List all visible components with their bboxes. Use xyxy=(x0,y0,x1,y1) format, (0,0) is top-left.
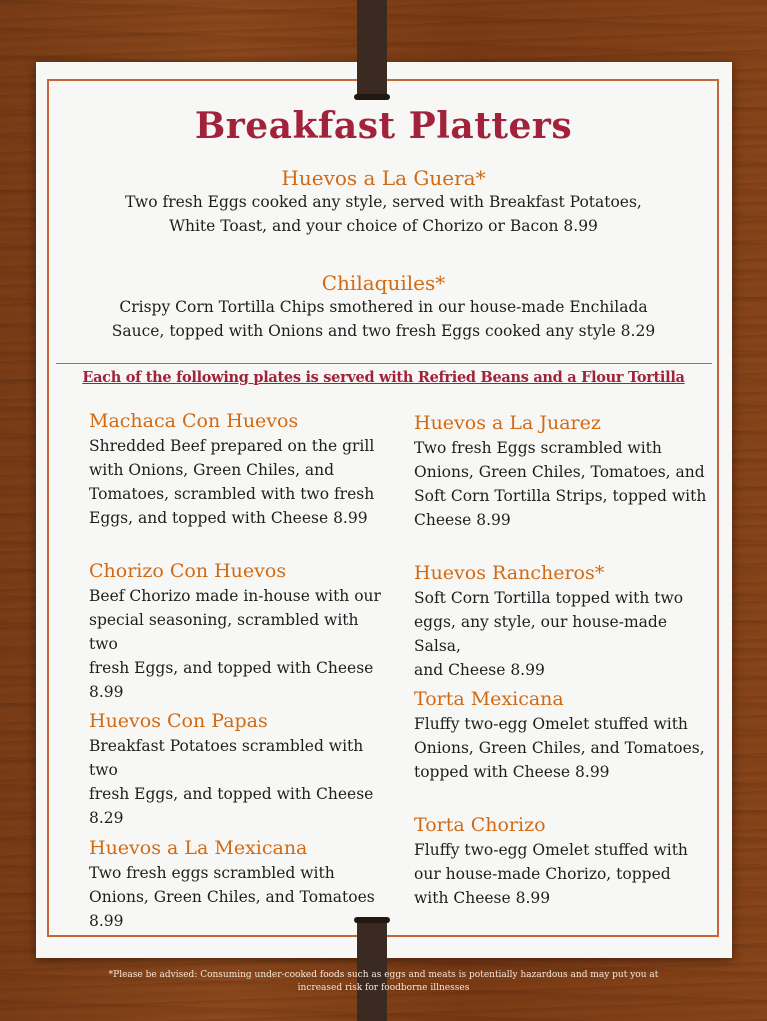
menu-item-huevos-a-la-mexicana xyxy=(89,837,375,933)
desc-line: White Toast, and your choice of Chorizo or Bacon 8.99 xyxy=(169,217,598,235)
desc-line: Two fresh Eggs cooked any style, served with Breakfast Potatoes, xyxy=(125,193,642,211)
food-safety-disclaimer xyxy=(100,969,667,995)
item-description xyxy=(414,586,714,682)
item-description xyxy=(414,838,688,910)
desc-line: fresh Eggs, and topped with Cheese xyxy=(89,659,374,677)
item-title: Huevos Rancheros* xyxy=(414,562,605,584)
desc-line: Onions, Green Chiles, and Tomatoes xyxy=(89,888,375,906)
featured-item-chilaquiles xyxy=(0,271,767,343)
disclaimer-line: increased risk for foodborne illnesses xyxy=(297,983,470,993)
desc-line: Onions, Green Chiles, Tomatoes, and xyxy=(414,463,705,481)
item-title: Huevos a La Guera* xyxy=(281,166,486,190)
desc-line: and Cheese 8.99 xyxy=(414,661,545,679)
desc-line: Onions, Green Chiles, and Tomatoes, xyxy=(414,739,705,757)
hanging-strap-top xyxy=(357,0,387,100)
item-description xyxy=(89,734,389,830)
disclaimer-line: *Please be advised: Consuming under-cooked foods such as eggs and meats is potentially hazardous and may put you at xyxy=(108,970,659,980)
item-description xyxy=(414,712,705,784)
desc-line: Crispy Corn Tortilla Chips smothered in our house-made Enchilada xyxy=(119,298,648,316)
menu-item-machaca-con-huevos xyxy=(89,410,374,530)
desc-line: topped with Cheese 8.99 xyxy=(414,763,610,781)
item-description xyxy=(89,861,375,933)
page-title: Breakfast Platters xyxy=(194,105,573,147)
desc-line: 8.99 xyxy=(89,912,124,930)
item-description xyxy=(89,434,374,530)
desc-line: 8.99 xyxy=(89,683,124,701)
desc-line: Two fresh Eggs scrambled with xyxy=(414,439,662,457)
plates-note: Each of the following plates is served with Refried Beans and a Flour Tortilla xyxy=(82,369,685,386)
desc-line: 8.29 xyxy=(89,809,124,827)
featured-item-huevos-a-la-guera xyxy=(0,166,767,238)
desc-line: Eggs, and topped with Cheese 8.99 xyxy=(89,509,368,527)
desc-line: fresh Eggs, and topped with Cheese xyxy=(89,785,374,803)
item-title: Torta Chorizo xyxy=(414,814,546,836)
item-description xyxy=(89,584,389,704)
desc-line: Soft Corn Tortilla topped with two xyxy=(414,589,684,607)
desc-line: Tomatoes, scrambled with two fresh xyxy=(89,485,375,503)
desc-line: with Cheese 8.99 xyxy=(414,889,551,907)
menu-item-torta-mexicana xyxy=(414,688,705,784)
desc-line: Fluffy two-egg Omelet stuffed with xyxy=(414,841,688,859)
desc-line: Fluffy two-egg Omelet stuffed with xyxy=(414,715,688,733)
desc-line: Shredded Beef prepared on the grill xyxy=(89,437,375,455)
menu-item-huevos-a-la-juarez xyxy=(414,412,706,532)
desc-line: Beef Chorizo made in-house with our xyxy=(89,587,381,605)
desc-line: Cheese 8.99 xyxy=(414,511,511,529)
item-description xyxy=(0,190,767,238)
desc-line: our house-made Chorizo, topped xyxy=(414,865,671,883)
item-title: Huevos Con Papas xyxy=(89,710,268,732)
menu-item-huevos-rancheros xyxy=(414,562,714,682)
item-title: Huevos a La Juarez xyxy=(414,412,601,434)
desc-line: eggs, any style, our house-made Salsa, xyxy=(414,613,668,655)
item-description xyxy=(0,295,767,343)
strap-rod xyxy=(354,94,390,100)
item-title: Huevos a La Mexicana xyxy=(89,837,308,859)
item-description xyxy=(414,436,706,532)
item-title: Chorizo Con Huevos xyxy=(89,560,287,582)
item-title: Chilaquiles* xyxy=(321,271,446,295)
menu-item-huevos-con-papas xyxy=(89,710,389,830)
item-title: Machaca Con Huevos xyxy=(89,410,299,432)
menu-item-chorizo-con-huevos xyxy=(89,560,389,704)
desc-line: with Onions, Green Chiles, and xyxy=(89,461,335,479)
desc-line: Breakfast Potatoes scrambled with two xyxy=(89,737,364,779)
section-divider xyxy=(56,363,712,364)
desc-line: Soft Corn Tortilla Strips, topped with xyxy=(414,487,707,505)
menu-item-torta-chorizo xyxy=(414,814,688,910)
item-title: Torta Mexicana xyxy=(414,688,564,710)
desc-line: Two fresh eggs scrambled with xyxy=(89,864,335,882)
desc-line: special seasoning, scrambled with two xyxy=(89,611,359,653)
desc-line: Sauce, topped with Onions and two fresh Eggs cooked any style 8.29 xyxy=(111,322,656,340)
